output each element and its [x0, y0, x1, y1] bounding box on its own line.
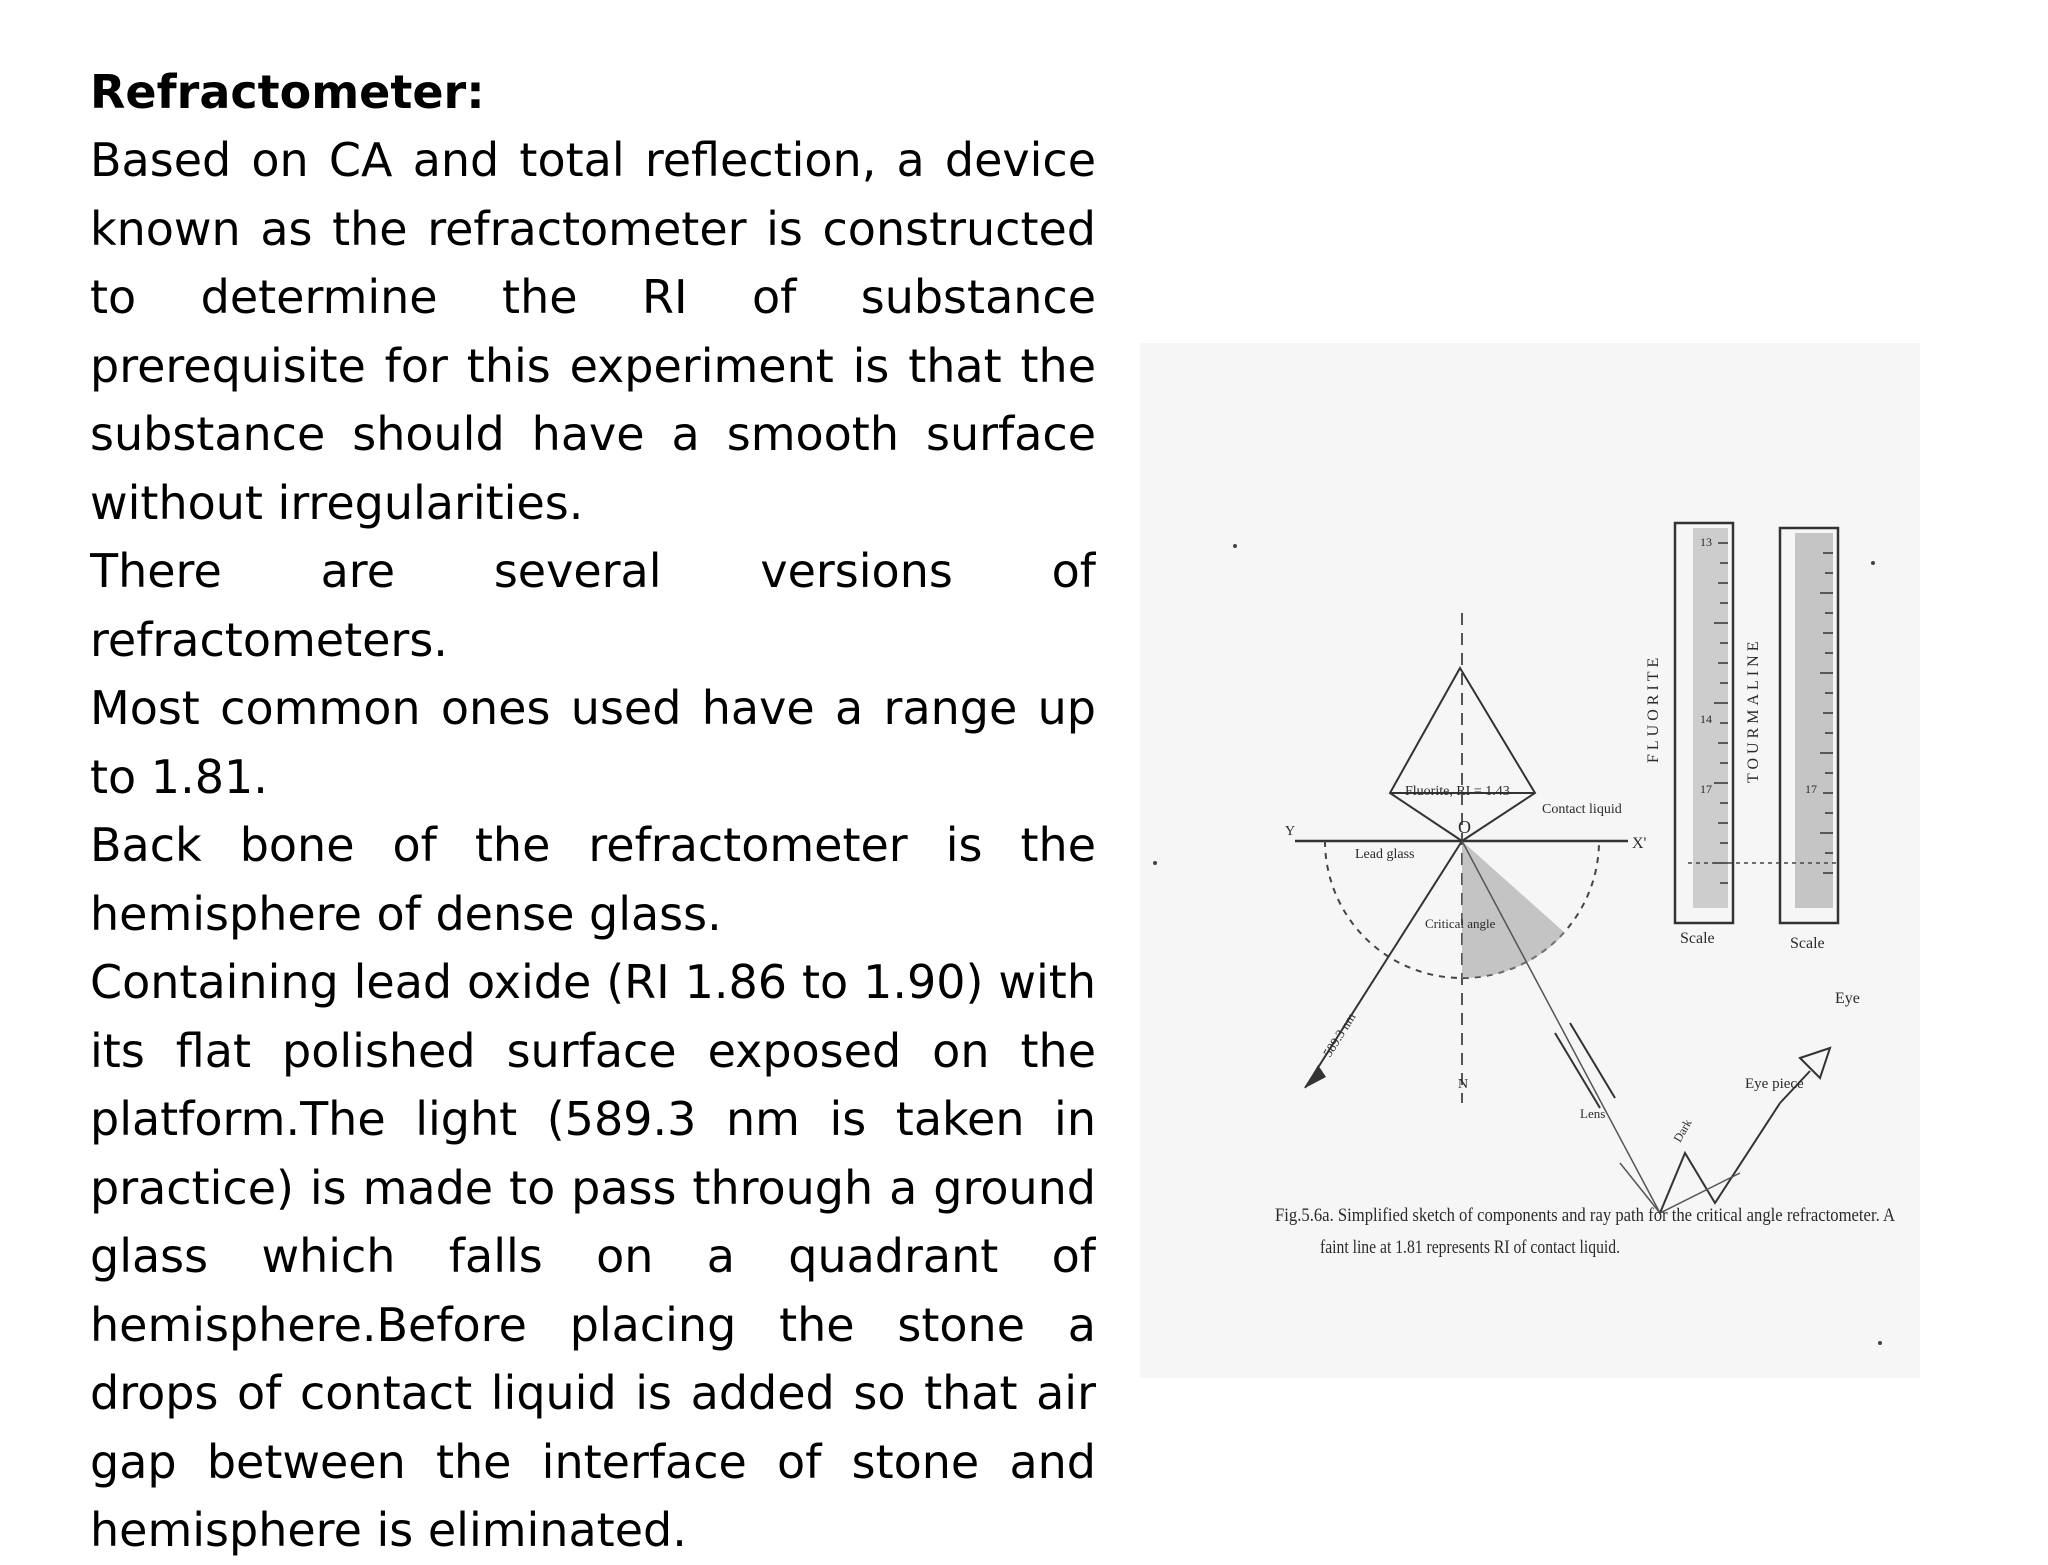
speck [1233, 544, 1237, 548]
eye-marker [1800, 1048, 1830, 1078]
text-column [90, 58, 1096, 1565]
page-title: Refractometer: [90, 65, 485, 119]
text-line: practice) is made to pass through a ground [90, 1160, 1096, 1215]
fluorite-label: FLUORITE [1645, 653, 1662, 763]
text-line: known as the refractometer is constructed [90, 201, 1096, 256]
point-o-label: O [1458, 817, 1471, 837]
figure-caption-line2: faint line at 1.81 represents RI of contact liquid. [1320, 1237, 1620, 1258]
speck [1878, 1341, 1882, 1345]
body-paragraph [90, 126, 1096, 1565]
scale-label-right: Scale [1790, 935, 1825, 952]
normal-n-label: N [1458, 1077, 1469, 1092]
reflected-ray [1462, 841, 1660, 1213]
text-line: Back bone of the refractometer is the [90, 818, 1096, 872]
axis-y-label: Y [1285, 824, 1296, 839]
text-line: gap between the interface of stone and [90, 1434, 1096, 1489]
tick-label: 14 [1700, 712, 1712, 726]
text-line: hemisphere is eliminated. [90, 1503, 687, 1557]
text-line: substance should have a smooth surface [90, 407, 1096, 461]
lens-element [1555, 1033, 1600, 1108]
text-line: refractometers. [90, 612, 448, 667]
ray-arrow [1305, 1065, 1326, 1088]
contact-liquid-label: Contact liquid [1542, 802, 1622, 817]
eyepiece-label: Eye piece [1745, 1076, 1804, 1092]
text-line: glass which falls on a quadrant of [90, 1229, 1096, 1283]
tick-label: 13 [1700, 535, 1712, 549]
text-line: to 1.81. [90, 749, 268, 804]
speck [1153, 861, 1157, 865]
shaded-quadrant [1462, 841, 1565, 978]
refractometer-sketch [1140, 343, 1920, 1378]
refractometer-figure [1140, 343, 1920, 1378]
text-line: prerequisite for this experiment is that the [90, 338, 1096, 393]
speck [1871, 561, 1875, 565]
tick-label: 17 [1700, 782, 1712, 796]
figure-caption-line1: Fig.5.6a. Simplified sketch of components and ray path for the critical angle refractometer. A [1275, 1205, 1896, 1226]
text-line: Based on CA and total reflection, a device [90, 133, 1096, 187]
critical-angle-label: Critical angle [1425, 916, 1496, 931]
text-line: drops of contact liquid is added so that air [90, 1366, 1096, 1420]
text-line: There are several versions of [90, 544, 1096, 598]
lead-glass-label: Lead glass [1355, 847, 1415, 862]
tick-label: 17 [1805, 782, 1817, 796]
text-line: its flat polished surface exposed on the [90, 1023, 1096, 1078]
text-line: Most common ones used have a range up [90, 681, 1096, 735]
lens-label: Lens [1580, 1106, 1606, 1121]
eye-label: Eye [1835, 990, 1860, 1007]
dark-label: Dark [1670, 1116, 1695, 1145]
text-line: hemisphere.Before placing the stone a [90, 1297, 1096, 1352]
tourmaline-label: TOURMALINE [1745, 637, 1762, 783]
wavelength-label: 589.3 nm [1319, 1009, 1359, 1060]
text-line: hemisphere of dense glass. [90, 886, 722, 941]
fluorite-ri-label: Fluorite, RI = 1.43 [1405, 784, 1510, 799]
axis-x-label: X' [1632, 835, 1647, 852]
scale-label-left: Scale [1680, 930, 1715, 947]
text-line: platform.The light (589.3 nm is taken in [90, 1092, 1096, 1146]
text-line: without irregularities. [90, 475, 584, 530]
text-line: Containing lead oxide (RI 1.86 to 1.90) with [90, 955, 1096, 1009]
tourmaline-scale-shade [1795, 533, 1833, 908]
mirror-path [1660, 1103, 1780, 1213]
text-line: to determine the RI of substance [90, 270, 1096, 324]
